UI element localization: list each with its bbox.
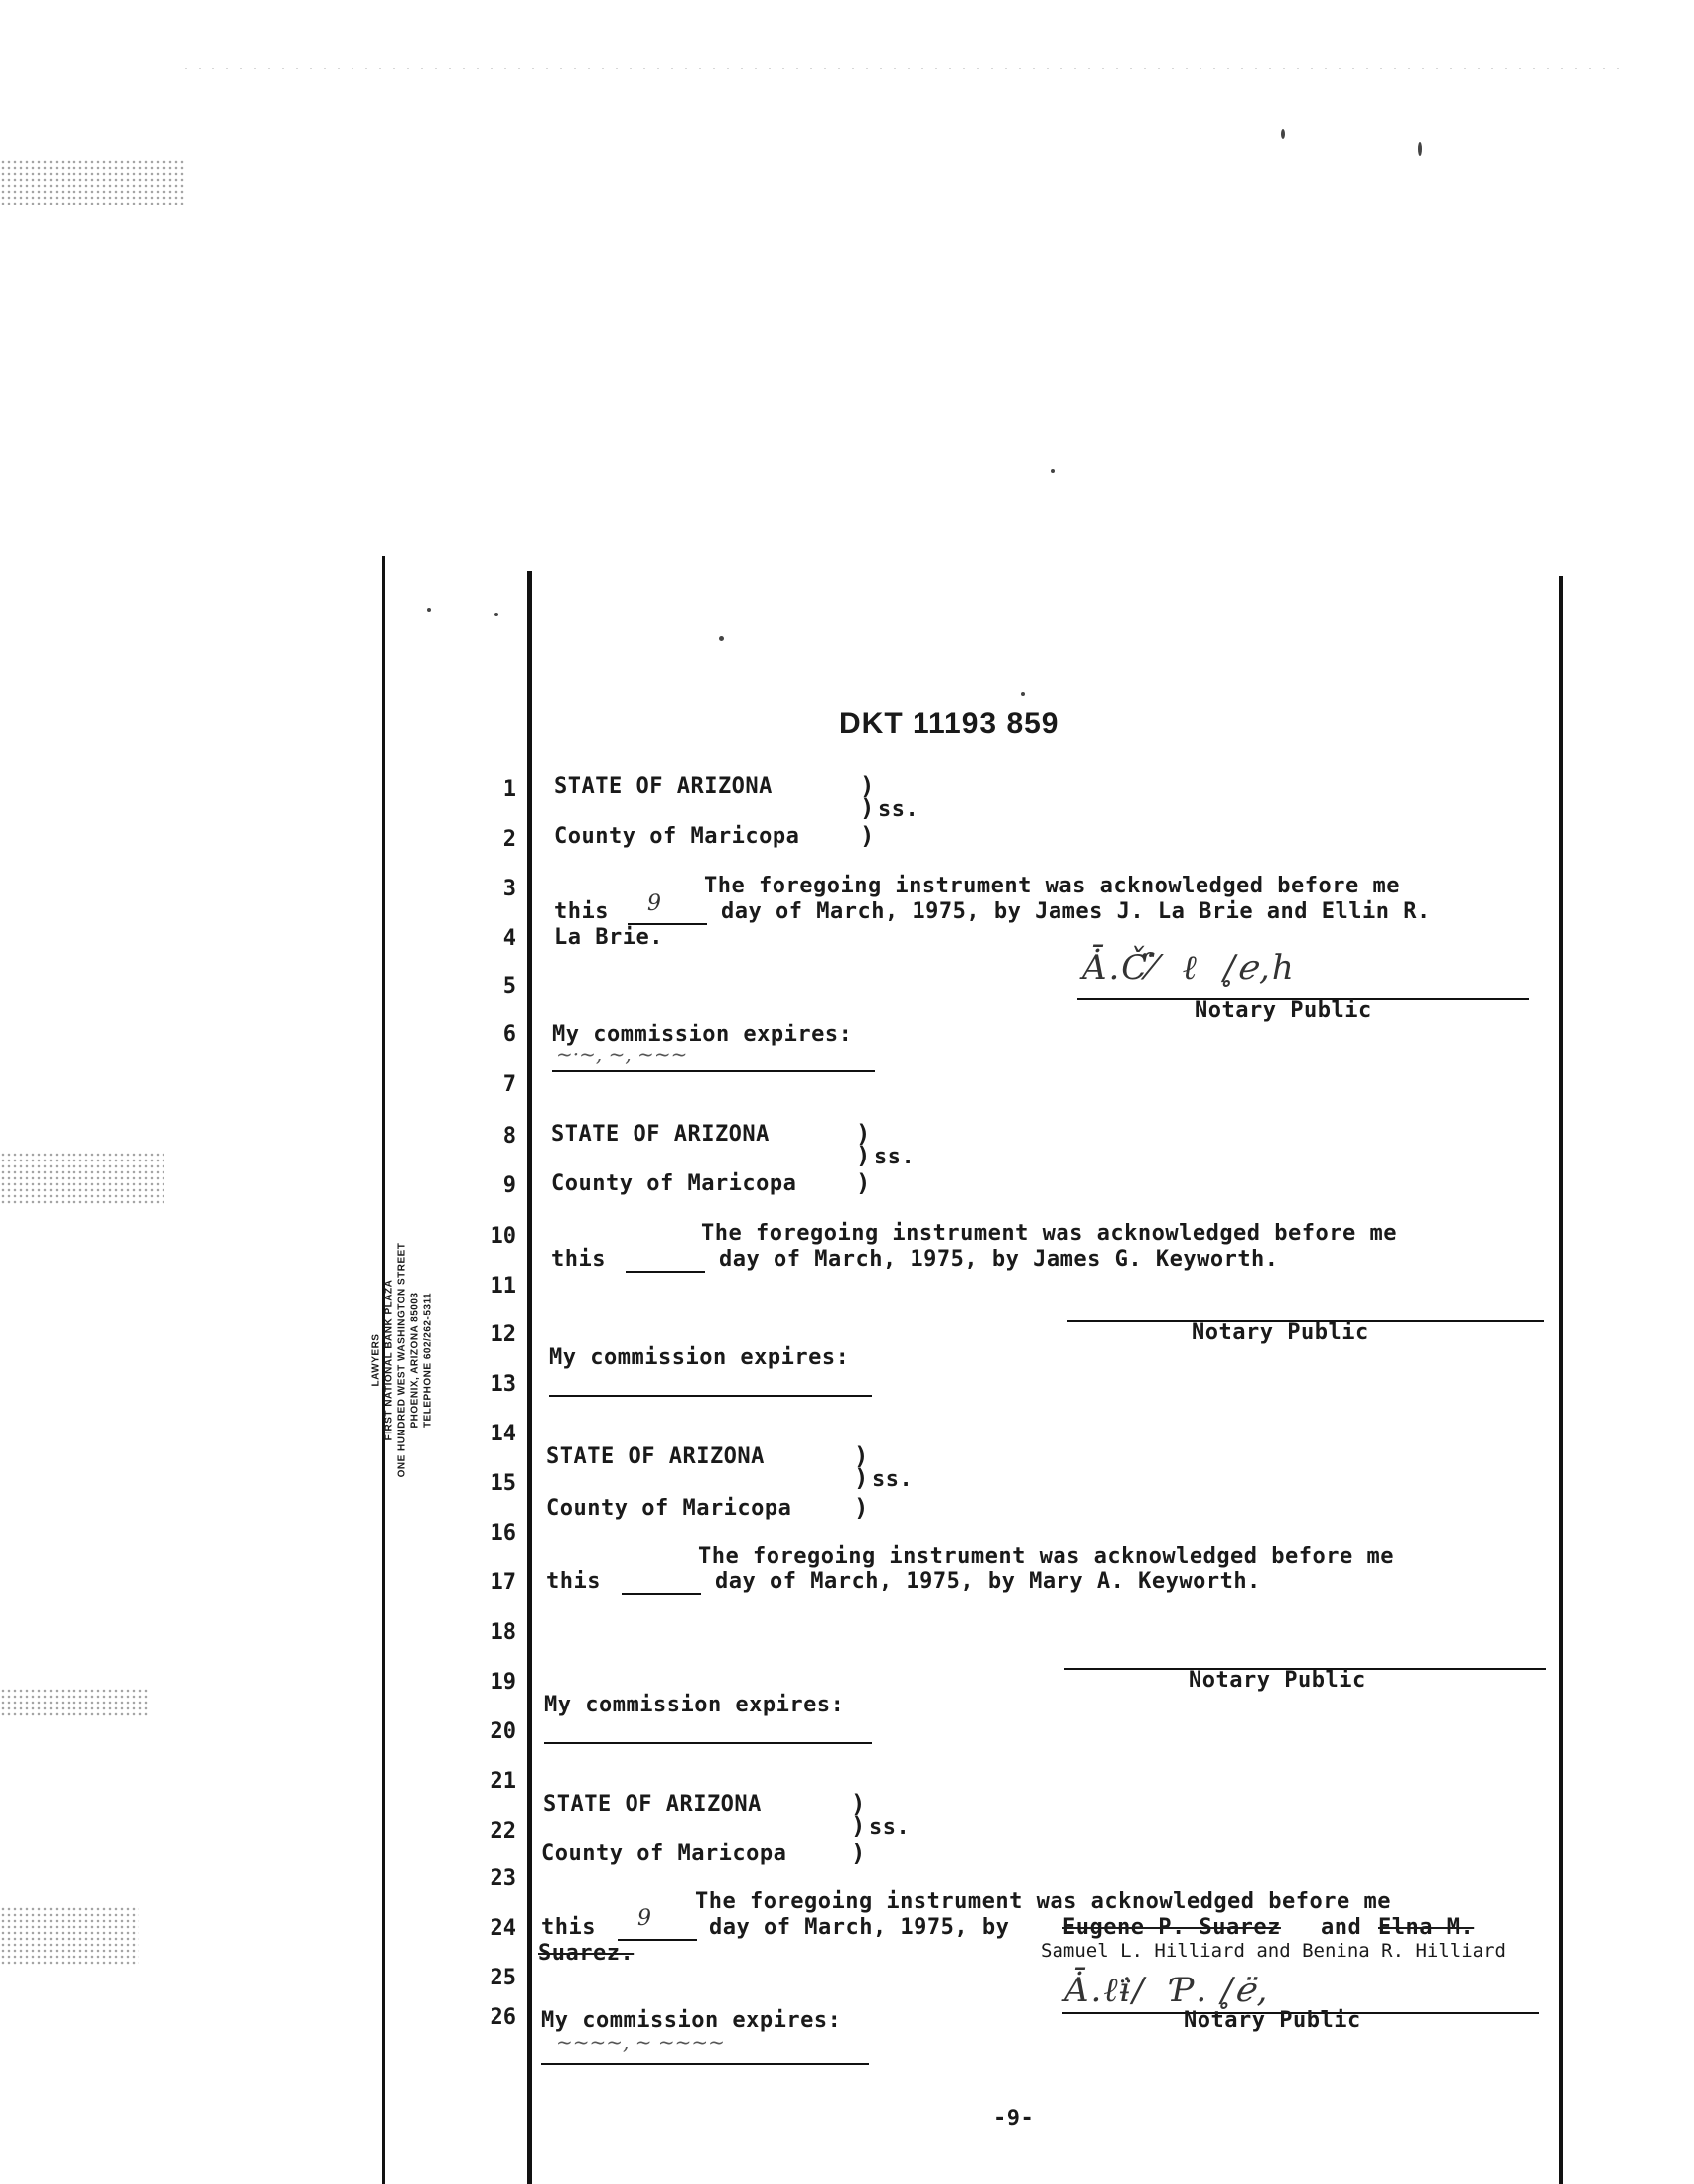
- acknowledgment-text: day of March, 1975, by James J. La Brie and Ellin R.: [721, 899, 1431, 924]
- scan-noise-top: [179, 68, 1619, 69]
- line-number: 8: [502, 1124, 516, 1149]
- scan-speck: [719, 636, 724, 641]
- notary-public-label: Notary Public: [1192, 1320, 1369, 1345]
- state-heading: STATE OF ARIZONA: [546, 1444, 765, 1469]
- inserted-names: Samuel L. Hilliard and Benina R. Hilliard: [1041, 1940, 1506, 1962]
- this-label: this: [546, 1570, 601, 1594]
- line-number: 20: [490, 1719, 516, 1744]
- notary-public-label: Notary Public: [1184, 2008, 1361, 2033]
- struck-name: Eugene P. Suarez: [1062, 1915, 1281, 1940]
- line-number: 3: [502, 877, 516, 901]
- line-number: 15: [490, 1471, 516, 1496]
- line-number: 13: [490, 1372, 516, 1397]
- county-label: County of Maricopa: [546, 1496, 792, 1521]
- acknowledgment-text: The foregoing instrument was acknowledged before me: [704, 874, 1401, 898]
- commission-expires-label: My commission expires:: [549, 1345, 850, 1370]
- firm-line: PHOENIX, ARIZONA 85003: [409, 1292, 421, 1429]
- line-number: 22: [490, 1819, 516, 1843]
- line-number: 6: [502, 1023, 516, 1047]
- commission-expires-label: My commission expires:: [544, 1693, 845, 1717]
- notary-signature: Ǡ.ℓ̈ɨ∕ Ƥ. ∕̥ℯ̈,: [1064, 1971, 1270, 2010]
- line-number: 2: [502, 827, 516, 852]
- and-word: and: [1321, 1915, 1362, 1940]
- scan-speck: [427, 608, 431, 612]
- scan-speck: [1021, 692, 1025, 696]
- scan-noise-left-2: [0, 1152, 164, 1205]
- struck-name: Suarez.: [538, 1941, 635, 1966]
- day-blank-line: [626, 1271, 705, 1273]
- firm-line: FIRST NATIONAL BANK PLAZA: [383, 1279, 395, 1441]
- this-label: this: [541, 1915, 596, 1940]
- line-number: 7: [502, 1072, 516, 1097]
- brace: ): [854, 1464, 869, 1492]
- line-number: 18: [490, 1620, 516, 1645]
- scan-speck: [1418, 142, 1422, 156]
- commission-line: [541, 2063, 869, 2065]
- ss-label: ss.: [869, 1815, 911, 1840]
- acknowledgment-text: day of March, 1975, by James G. Keyworth.: [719, 1247, 1279, 1272]
- struck-name: Elna M.: [1378, 1915, 1475, 1940]
- notary-public-label: Notary Public: [1195, 998, 1372, 1023]
- acknowledgment-text: day of March, 1975, by: [709, 1915, 1010, 1940]
- scan-speck: [1051, 469, 1055, 473]
- line-number: 19: [490, 1670, 516, 1695]
- brace: ): [854, 1494, 869, 1522]
- notary-public-label: Notary Public: [1189, 1668, 1366, 1693]
- commission-line: [552, 1070, 875, 1072]
- brace: ): [856, 1142, 871, 1169]
- brace: ): [856, 1169, 871, 1197]
- acknowledgment-text: The foregoing instrument was acknowledged before me: [701, 1221, 1398, 1246]
- scan-speck: [1281, 129, 1285, 139]
- ss-label: ss.: [872, 1467, 914, 1492]
- commission-date-handwritten: ~~~~, ~ ~~~~: [556, 2030, 725, 2054]
- commission-line: [549, 1395, 872, 1397]
- commission-expires-label: My commission expires:: [552, 1023, 853, 1047]
- day-blank-line: [622, 1593, 701, 1595]
- line-number: 23: [490, 1866, 516, 1891]
- county-label: County of Maricopa: [551, 1171, 797, 1196]
- state-heading: STATE OF ARIZONA: [543, 1792, 762, 1817]
- scan-noise-left-4: [0, 1906, 139, 1966]
- this-label: this: [554, 899, 609, 924]
- scan-speck: [494, 613, 498, 616]
- firm-line: TELEPHONE 602/262-5311: [422, 1292, 434, 1429]
- ss-label: ss.: [874, 1145, 916, 1169]
- line-number: 1: [502, 777, 516, 802]
- acknowledgment-text: The foregoing instrument was acknowledged before me: [695, 1889, 1392, 1914]
- state-heading: STATE OF ARIZONA: [554, 774, 773, 799]
- right-margin-rule: [1559, 576, 1563, 2184]
- line-number: 5: [502, 974, 516, 999]
- scan-noise-left-1: [0, 159, 184, 206]
- brace: ): [851, 1790, 866, 1818]
- left-margin-rule: [527, 571, 532, 2184]
- line-number: 12: [490, 1322, 516, 1347]
- line-number: 17: [490, 1570, 516, 1595]
- acknowledgment-text: day of March, 1975, by Mary A. Keyworth.: [715, 1570, 1261, 1594]
- firm-line: ONE HUNDRED WEST WASHINGTON STREET: [396, 1242, 408, 1478]
- line-number: 14: [490, 1422, 516, 1446]
- commission-line: [544, 1742, 872, 1744]
- county-label: County of Maricopa: [541, 1842, 787, 1866]
- firm-sidebar: [333, 1231, 472, 1489]
- brace: ): [854, 1442, 869, 1470]
- firm-line: LAWYERS: [370, 1333, 382, 1387]
- brace: ): [860, 794, 875, 822]
- brace: ): [851, 1812, 866, 1840]
- line-number: 24: [490, 1916, 516, 1941]
- line-number: 9: [502, 1173, 516, 1198]
- notary-signature: Ǡ.Ƈ̌⁄̈ ℓ ∕̥ℯ,ℎ: [1082, 948, 1296, 988]
- scan-noise-left-3: [0, 1688, 149, 1717]
- commission-expires-label: My commission expires:: [541, 2008, 842, 2033]
- brace: ): [851, 1840, 866, 1867]
- state-heading: STATE OF ARIZONA: [551, 1122, 770, 1147]
- brace: ): [856, 1120, 871, 1148]
- line-number: 26: [490, 2005, 516, 2030]
- commission-date-handwritten: ~·~, ~, ~~~: [556, 1042, 688, 1066]
- line-number: 21: [490, 1769, 516, 1794]
- brace: ): [860, 772, 875, 800]
- line-number: 11: [490, 1274, 516, 1298]
- county-label: County of Maricopa: [554, 824, 800, 849]
- page-number: -9-: [993, 2107, 1035, 2131]
- line-number: 25: [490, 1966, 516, 1990]
- brace: ): [860, 822, 875, 850]
- day-handwritten: 9: [637, 1906, 651, 1931]
- day-handwritten: 9: [647, 891, 661, 916]
- acknowledgment-text: La Brie.: [554, 925, 663, 950]
- ss-label: ss.: [878, 797, 919, 822]
- this-label: this: [551, 1247, 606, 1272]
- line-number: 16: [490, 1521, 516, 1546]
- document-number: DKT 11193 859: [839, 707, 1059, 740]
- line-number: 10: [490, 1224, 516, 1249]
- acknowledgment-text: The foregoing instrument was acknowledged before me: [698, 1544, 1395, 1569]
- line-number: 4: [502, 926, 516, 951]
